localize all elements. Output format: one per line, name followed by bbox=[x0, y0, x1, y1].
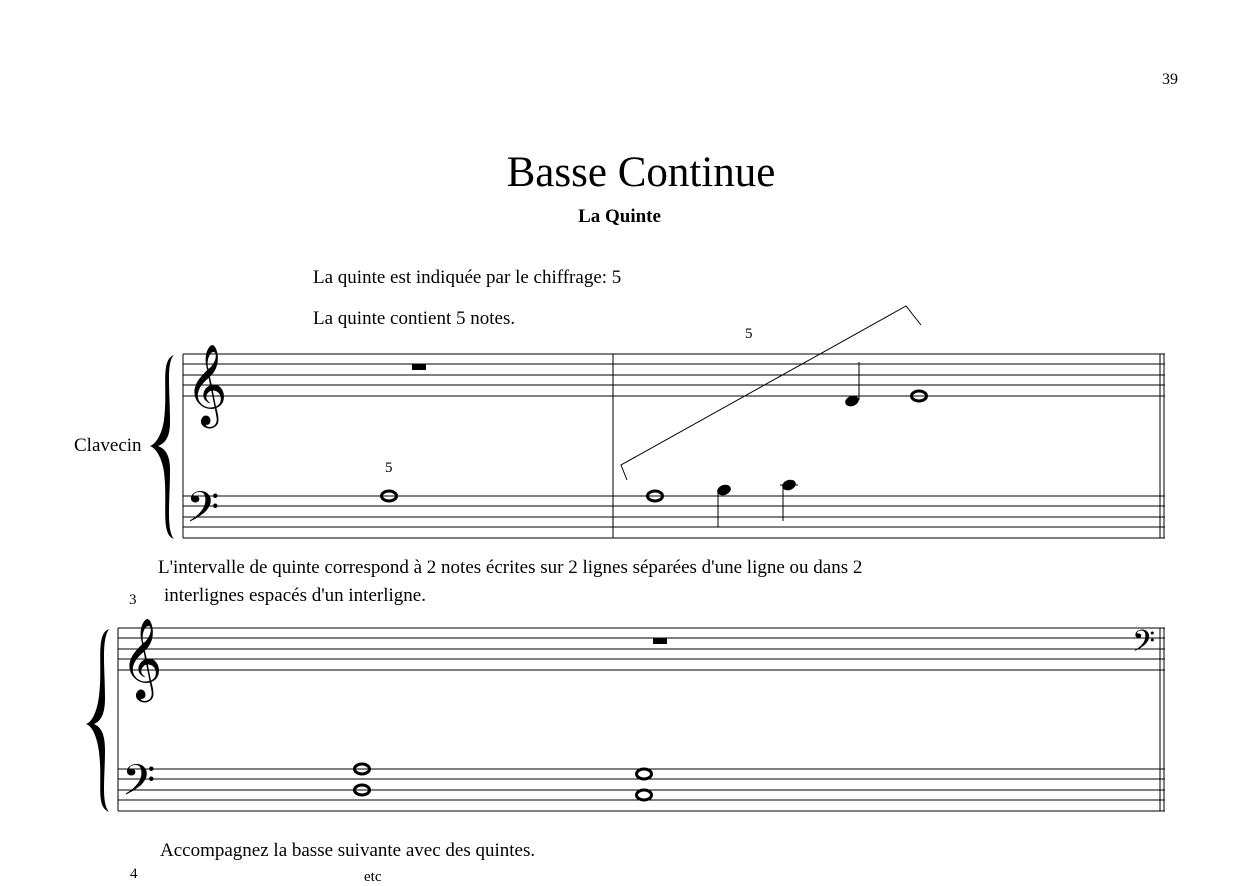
measure-number-system-3: 4 bbox=[130, 866, 138, 882]
whole-rest bbox=[412, 364, 426, 370]
system-2-treble-staff bbox=[118, 628, 1165, 670]
page-title: Basse Continue bbox=[506, 149, 776, 196]
page-number: 39 bbox=[1162, 71, 1178, 88]
bass-clef-icon: 𝄢 bbox=[122, 756, 156, 816]
interval-count-text: La quinte contient 5 notes. bbox=[313, 308, 516, 329]
whole-note bbox=[637, 790, 652, 800]
bass-clef-change-icon: 𝄢 bbox=[1132, 625, 1156, 666]
figured-bass-cut-off: etc bbox=[364, 869, 382, 885]
system-1-brace bbox=[150, 355, 174, 539]
explanation-line-2: interlignes espacés d'un interligne. bbox=[164, 585, 426, 606]
system-2-brace bbox=[86, 629, 109, 812]
explanation-line-1: L'intervalle de quinte correspond à 2 notes écrites sur 2 lignes séparées d'une ligne ou dans 2 bbox=[158, 557, 863, 578]
system-1-bass-staff bbox=[183, 496, 1165, 538]
page-subtitle: La Quinte bbox=[578, 206, 661, 227]
system-1-treble-staff bbox=[183, 354, 1165, 396]
exercise-instruction: Accompagnez la basse suivante avec des quintes. bbox=[160, 840, 536, 861]
figured-bass-5-measure-1: 5 bbox=[385, 460, 393, 476]
whole-rest bbox=[653, 638, 667, 644]
treble-clef-icon: 𝄞 bbox=[186, 343, 228, 425]
instrument-label: Clavecin bbox=[74, 435, 142, 456]
measure-number-system-2: 3 bbox=[129, 592, 137, 608]
whole-note bbox=[637, 769, 652, 779]
voice-leading-line bbox=[621, 306, 921, 480]
treble-clef-icon: 𝄞 bbox=[121, 617, 163, 699]
figure-note-text: La quinte est indiquée par le chiffrage: 5 bbox=[313, 267, 622, 288]
figured-bass-5-measure-2: 5 bbox=[745, 326, 753, 342]
bass-clef-icon: 𝄢 bbox=[186, 483, 220, 543]
